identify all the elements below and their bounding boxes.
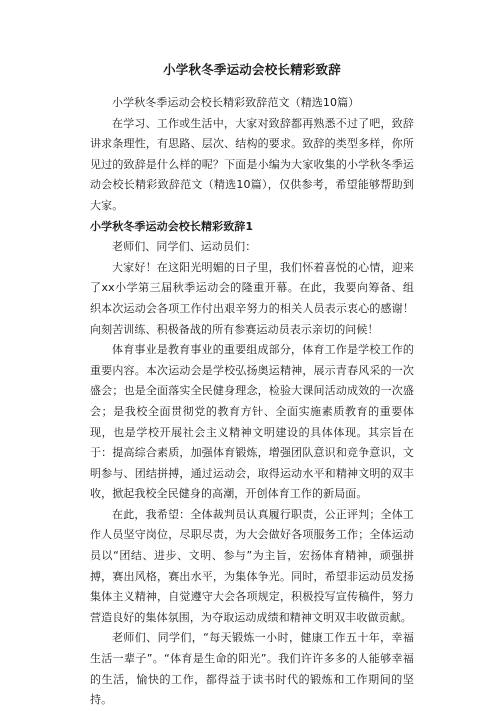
salutation: 老师们、同学们、运动员们： [112, 240, 257, 254]
body-paragraph-3: 在此，我希望：全体裁判员认真履行职责，公正评判；全体工作人员坚守岗位，尽职尽责，为大会做好各项服务工作；全体运动员以“团结、进步、文明、参与”为主旨，宏扬体育精神，顽强拼搏，赛出风格，赛出水平，为集体争光。同时，希望非运动员发扬集体主义精神，自觉遵守大会各项规定，积极投写宣传稿件，努力营造良好的集体氛围，为夺取运动成绩和精神文明双丰收做贡献。 [90, 507, 414, 624]
section-heading-1: 小学秋冬季运动会校长精彩致辞1 [90, 219, 254, 233]
body-paragraph-4: 老师们、同学们，“每天锻炼一小时，健康工作五十年，幸福生活一辈子”。“体育是生命的阳光”。我们许许多多的人能够幸福的生活，愉快的工作，都得益于读书时代的锻炼和工作期间的坚持。 [90, 631, 414, 707]
document-title: 小学秋冬季运动会校长精彩致辞 [163, 62, 341, 77]
body-paragraph-2: 体育事业是教育事业的重要组成部分，体育工作是学校工作的重要内容。本次运动会是学校弘扬奥运精神，展示青春风采的一次盛会；也是全面落实全民健身理念，检验大课间活动成效的一次盛会；是我校全面贯彻党的教育方针、全面实施素质教育的重要体现，也是学校开展社会主义精神文明建设的具体体现。其宗旨在于：提高综合素质，加强体育锻炼，增强团队意识和竞争意识，文明参与、团结拼搏，通过运动会，取得运动水平和精神文明的双丰收，掀起我校全民健身的高潮，开创体育工作的新局面。 [90, 343, 414, 501]
doc-intro-heading: 小学秋冬季运动会校长精彩致辞范文（精选10篇） [112, 96, 360, 109]
body-paragraph-1: 大家好！在这阳光明媚的日子里，我们怀着喜悦的心情，迎来了xx小学第三届秋季运动会的隆重开幕。在此，我要向筹备、组织本次运动会各项工作付出艰辛努力的相关人员表示衷心的感谢！向刻苦训练、积极备战的所有参赛运动员表示亲切的问候！ [90, 260, 414, 336]
doc-intro-paragraph: 在学习、工作或生活中，大家对致辞都再熟悉不过了吧，致辞讲求条理性，有思路、层次、结构的要求。致辞的类型多样，你所见过的致辞是什么样的呢？下面是小编为大家收集的小学秋冬季运动会校长精彩致辞范文（精选10篇），仅供参考，希望能够帮助到大家。 [90, 116, 414, 212]
